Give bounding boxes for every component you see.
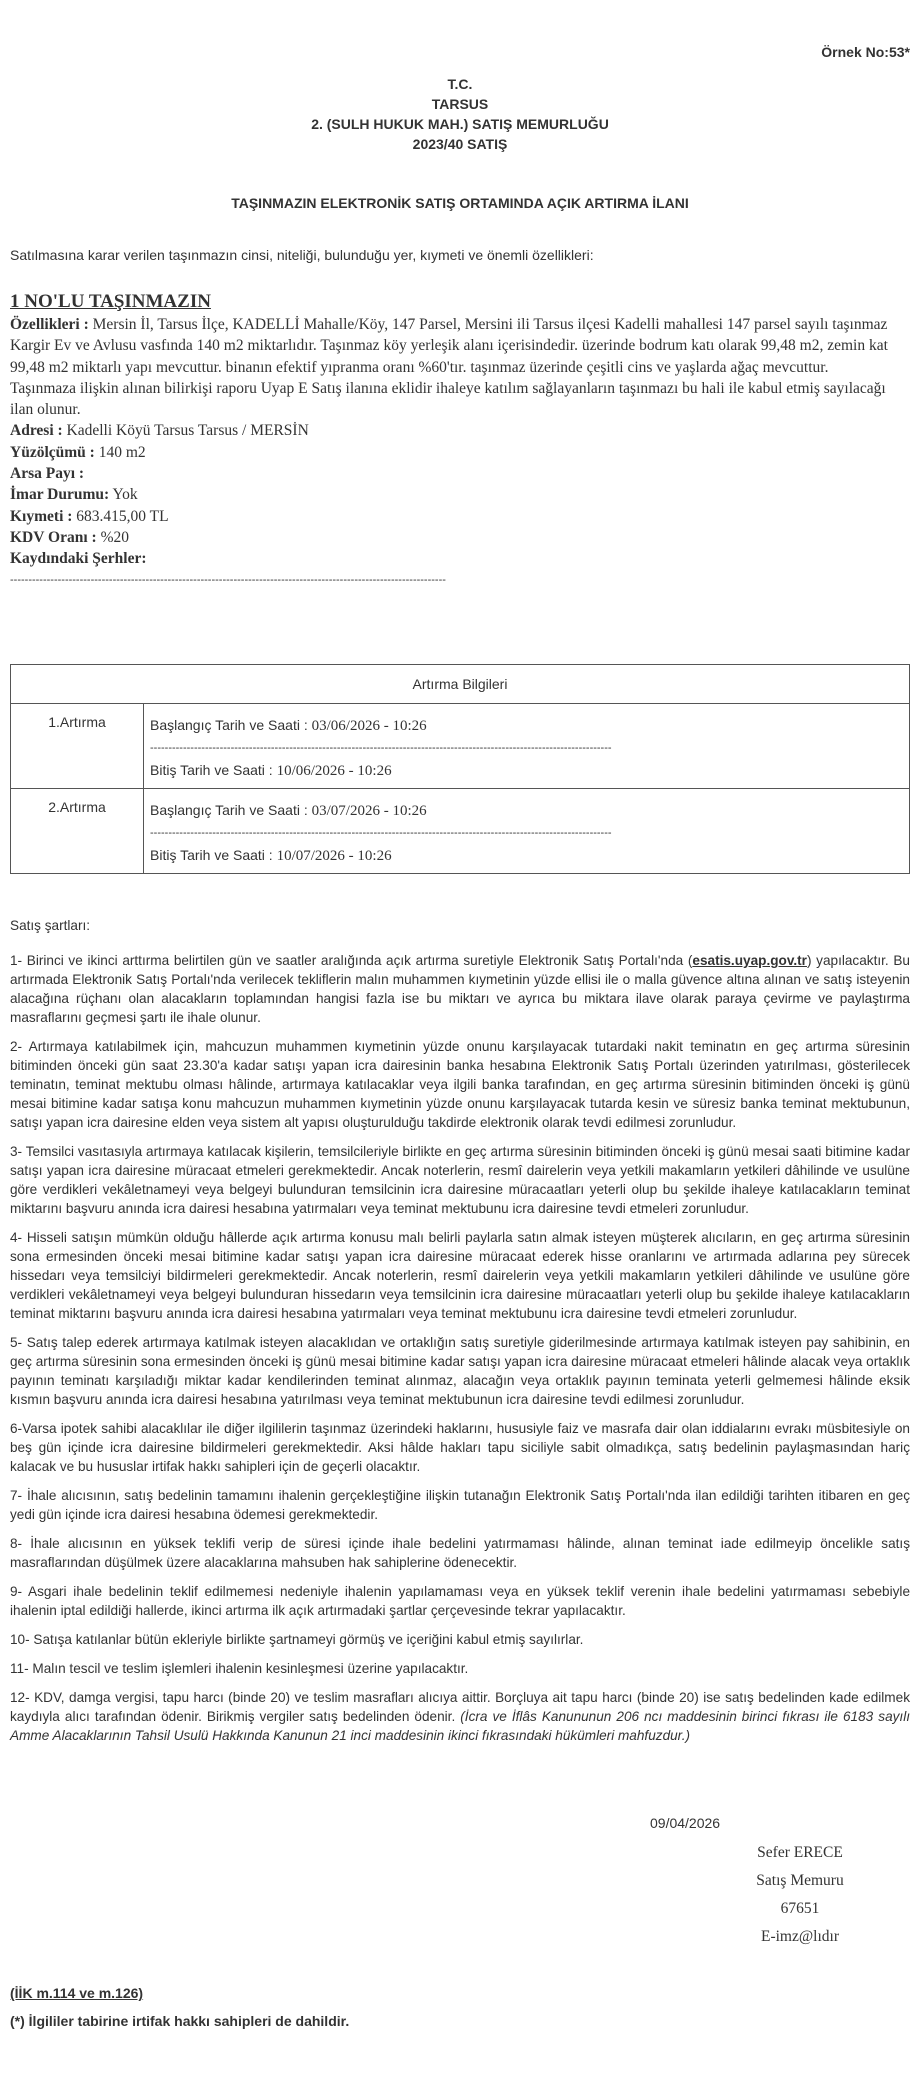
esatis-link[interactable]: esatis.uyap.gov.tr [692, 953, 807, 968]
auction-1-separator: ------------------------------------------------------------------------------------------------------------------------------ [150, 742, 612, 754]
conditions-title: Satış şartları: [10, 918, 91, 933]
footnote: (*) İlgililer tabirine irtifak hakkı sahipleri de dahildir. [10, 2013, 350, 2029]
condition-3: 3- Temsilci vasıtasıyla artırmaya katılacak kişilerin, temsilcileriyle birlikte en geç artırma süresinin bitiminden önceki iş günü mesai saati bitimine kadar satışı yapan icra dairesine müracaat etmeleri gerekmektedir. Ancak noterlerin, resmî dairelerin veya yetkili makamların yetkileri dâhilinde ve usulüne göre verdikleri vekâletnameyi veya belgeyi bulunduran temsilcinin icra dairesine müracaatları yeterli olup bu şekilde ihaleye katılacakların teminat miktarını başvuru anında icra dairesi hesabına yatırmaları veya teminat mektubunu icra dairesine tevdi etmeleri zorunludur. [10, 1144, 910, 1216]
area-label: Yüzölçümü : [10, 443, 95, 461]
end-label: Bitiş Tarih ve Saati : [150, 847, 273, 863]
start-label: Başlangıç Tarih ve Saati : [150, 802, 308, 818]
condition-12-legal-note: (İcra ve İflâs Kanununun 206 ncı maddesinin birinci fıkrası ile 6183 sayılı Amme Alacaklarının Tahsil Usulü Hakkında Kanunun 21 inci maddesinin ikinci fıkrasındaki hükümleri mahfuzdur.) [10, 1709, 910, 1743]
condition-10: 10- Satışa katılanlar bütün ekleriyle birlikte şartnameyi görmüş ve içeriğini kabul etmiş sayılırlar. [10, 1632, 584, 1647]
features-text: Mersin İl, Tarsus İlçe, KADELLİ Mahalle/Köy, 147 Parsel, Mersini ili Tarsus ilçesi Kadelli mahallesi 147 parsel sayılı taşınmaz Kargir Ev ve Avlusu vasfında 140 m2 miktarlıdır. Taşınmaz köy yerleşik alanı içerisindedir. üzerinde bodrum katı olarak 99,48 m2, zemin kat 99,48 m2 miktarlı yapı mevcuttur. binanın efektif yıpranma oranı %60'tır. taşınmaz üzerinde çeşitli cins ve yaşlarda ağaç mevcuttur. Taşınmaza ilişkin alınan bilirkişi raporu Uyap E Satış ilanına eklidir ihaleye katılım sağlayanların taşınmazı bu hali ile kabul etmiş sayılacağı ilan olunur. [10, 316, 888, 419]
property-area [10, 442, 890, 463]
property-heading: 1 NO'LU TAŞINMAZIN [10, 291, 211, 312]
property-separator: ----------------------------------------------------------------------------------------------------------------------- [10, 573, 446, 586]
table-row [11, 704, 910, 789]
signature-block [700, 1839, 900, 1951]
property-features [10, 314, 890, 420]
sample-number: Örnek No:53* [821, 44, 910, 60]
auction-1-end: 10/06/2026 - 10:26 [276, 763, 392, 779]
intro-text: Satılmasına karar verilen taşınmazın cinsi, niteliği, bulunduğu yer, kıymeti ve önemli özellikleri: [10, 247, 594, 263]
property-section [10, 290, 890, 591]
auction-1-label: 1.Artırma [11, 704, 144, 789]
signer-title: Satış Memuru [756, 1872, 844, 1889]
condition-1-text: 1- Birinci ve ikinci arttırma belirtilen gün ve saatler aralığında açık artırma suretiyle Elektronik Satış Portalı'nda ( [10, 953, 693, 968]
property-zoning [10, 484, 890, 505]
annotations-label: Kaydındaki Şerhler: [10, 550, 147, 568]
header-line-city: TARSUS [431, 96, 489, 112]
auction-table-title: Artırma Bilgileri [11, 665, 910, 704]
start-label: Başlangıç Tarih ve Saati : [150, 717, 308, 733]
header-line-office: 2. (SULH HUKUK MAH.) SATIŞ MEMURLUĞU [311, 116, 609, 132]
share-label: Arsa Payı : [10, 465, 85, 483]
signer-name: Sefer ERECE [757, 1844, 843, 1861]
auction-1-start: 03/06/2026 - 10:26 [311, 718, 427, 734]
value-label: Kıymeti : [10, 507, 73, 525]
header-line-tc: T.C. [447, 76, 473, 92]
document-header [0, 74, 920, 154]
auction-info-table [10, 664, 910, 874]
zoning-value: Yok [112, 486, 138, 504]
area-value: 140 m2 [98, 443, 146, 461]
condition-2: 2- Artırmaya katılabilmek için, mahcuzun muhammen kıymetinin yüzde onunu karşılayacak tutardaki nakit teminatın en geç artırma süresinin bitiminden önceki gün saat 23.30'a kadar satışı yapan icra dairesinin banka hesabına Elektronik Satış Portalı üzerinden yatırılması, gösterilecek teminatın, teminat mektubu olması hâlinde, artırmaya katılacaklar veya ilgili banka tarafından, en geç artırma süresinin bitiminden önceki iş günü mesai bitimine kadar satışa konu mahcuzun muhammen kıymetinin yüzde onunu karşılayacak tutarda kesin ve süresiz banka teminat mektubunun, satışı yapan icra dairesine elden veya sistem alt yapısı oluşturulduğu takdirde elektronik olarak tevdi edilmesi zorunludur. [10, 1039, 910, 1130]
vat-value: %20 [100, 528, 129, 546]
header-line-file: 2023/40 SATIŞ [412, 136, 508, 152]
property-annotations [10, 548, 890, 569]
sale-conditions [10, 916, 910, 1755]
condition-5: 5- Satış talep ederek artırmaya katılmak isteyen alacaklıdan ve ortaklığın satış suretiyle giderilmesinde artırmaya katılmak isteyen pay sahibinin, en geç artırma süresinin sona ermesinden önceki iş günü mesai bitimine kadar satışı yapan icra dairesine müracaat etmeleri hâlinde alacak veya ortaklık payının teminatı karşıladığı miktar kadar kendilerinden teminat alınmaz, alacağın veya ortaklık payının teminata yeterli gelmemesi hâlinde eksik kısmın başvuru anında icra dairesi hesabına yatırılması veya teminat mektubunun icra dairesine tevdi edilmesi zorunludur. [10, 1335, 910, 1407]
condition-6: 6-Varsa ipotek sahibi alacaklılar ile diğer ilgililerin taşınmaz üzerindeki haklarını, hususiyle faiz ve masrafa dair olan iddialarını evrakı müsbitesiyle on beş gün içinde icra dairesine bildirmeleri gerekmektedir. Aksi hâlde hakları tapu siciliyle sabit olmadıkça, satış bedelinin paylaşmasından hariç kalacak ve bu hususlar irtifak hakkı sahipleri için de geçerli olacaktır. [10, 1421, 910, 1474]
address-label: Adresi : [10, 422, 63, 440]
property-address [10, 420, 890, 441]
property-share [10, 463, 890, 484]
law-reference: (İİK m.114 ve m.126) [10, 1985, 144, 2001]
zoning-label: İmar Durumu: [10, 486, 110, 504]
condition-12-text: 12- KDV, damga vergisi, tapu harcı (binde 20) ve teslim masrafları alıcıya aittir. Borçluya ait tapu harcı (binde 20) ise satış bedelinden kade edilmek kaydıyla alıcı tarafından ödenir. Birikmiş vergiler satış bedelinden ödenir. [10, 1690, 910, 1724]
value-amount: 683.415,00 TL [76, 507, 169, 525]
condition-1 [10, 951, 910, 1027]
condition-1-text-end: ) yapılacaktır. Bu artırmada Elektronik Satış Portalı'nda verilecek tekliflerin malın muhammen kıymetinin yüzde ellisi ile o malla güvence altına alınan ve satış isteyenin alacağına rüçhanı olan alacakların toplamından hangisi fazla ise bu miktarı ve ayrıca bu miktara ilave olarak paraya çevirme ve paylaştırma masraflarını geçmesi şartı ile ihale olunur. [10, 953, 910, 1025]
condition-9: 9- Asgari ihale bedelinin teklif edilmemesi nedeniyle ihalenin yapılamaması veya en yüksek teklif verenin ihale bedelini yatırmaması sebebiyle ihalenin iptal edildiği hallerde, ikinci artırma ilk açık artırmadaki şartlar çerçevesinde tekrar yapılacaktır. [10, 1584, 910, 1618]
condition-11: 11- Malın tescil ve teslim işlemleri ihalenin kesinleşmesi üzerine yapılacaktır. [10, 1661, 469, 1676]
condition-8: 8- İhale alıcısının en yüksek teklifi verip de süresi içinde ihale bedelini yatırmaması hâlinde, alınan teminat iade edilmeyip öncelikle satış masraflarından düşülmek üzere alacaklarına mahsuben hak sahiplerine ödenecektir. [10, 1536, 910, 1570]
auction-2-info [144, 789, 910, 874]
auction-2-end: 10/07/2026 - 10:26 [276, 848, 392, 864]
table-row [11, 789, 910, 874]
condition-7: 7- İhale alıcısının, satış bedelinin tamamını ihalenin gerçekleştiğine ilişkin tutanağın Elektronik Satış Portalı'nda ilan edildiği tarihten itibaren en geç yedi gün içinde icra dairesi hesabına ödemesi gerekmektedir. [10, 1488, 910, 1522]
announcement-title: TAŞINMAZIN ELEKTRONİK SATIŞ ORTAMINDA AÇIK ARTIRMA İLANI [231, 195, 689, 211]
property-value [10, 506, 890, 527]
auction-2-separator: ------------------------------------------------------------------------------------------------------------------------------ [150, 827, 612, 839]
auction-1-info [144, 704, 910, 789]
vat-label: KDV Oranı : [10, 528, 97, 546]
document-date: 09/04/2026 [650, 1815, 721, 1831]
condition-4: 4- Hisseli satışın mümkün olduğu hâllerde açık artırma konusu malı belirli paylarla satın almak isteyen müşterek alıcıların, en geç artırma süresinin sona ermesinden önceki mesai bitimine kadar satışı yapan icra dairesine müracaat ederek hisse oranlarını ve artırmada adlarına pey sürecek hissedarı veya temsilciyi bildirmeleri gerekmektedir. Ancak noterlerin, resmî dairelerin veya yetkili makamların yetkileri dâhilinde ve usulüne göre verdikleri vekâletnameyi veya belgeyi bulunduran hissedarın veya temsilcinin icra dairesine müracaatları yeterli olup bu şekilde ihaleye katılacakların teminat miktarını başvuru anında icra dairesi hesabına yatırmaları veya teminat mektubunu icra dairesine tevdi etmeleri zorunludur. [10, 1230, 910, 1321]
features-label: Özellikleri : [10, 316, 89, 333]
end-label: Bitiş Tarih ve Saati : [150, 762, 273, 778]
auction-2-label: 2.Artırma [11, 789, 144, 874]
property-vat [10, 527, 890, 548]
address-value: Kadelli Köyü Tarsus Tarsus / MERSİN [66, 422, 309, 440]
signer-number: 67651 [780, 1900, 820, 1917]
condition-12 [10, 1688, 910, 1745]
auction-2-start: 03/07/2026 - 10:26 [311, 803, 427, 819]
e-signature-note: E-imz@lıdır [761, 1928, 839, 1945]
